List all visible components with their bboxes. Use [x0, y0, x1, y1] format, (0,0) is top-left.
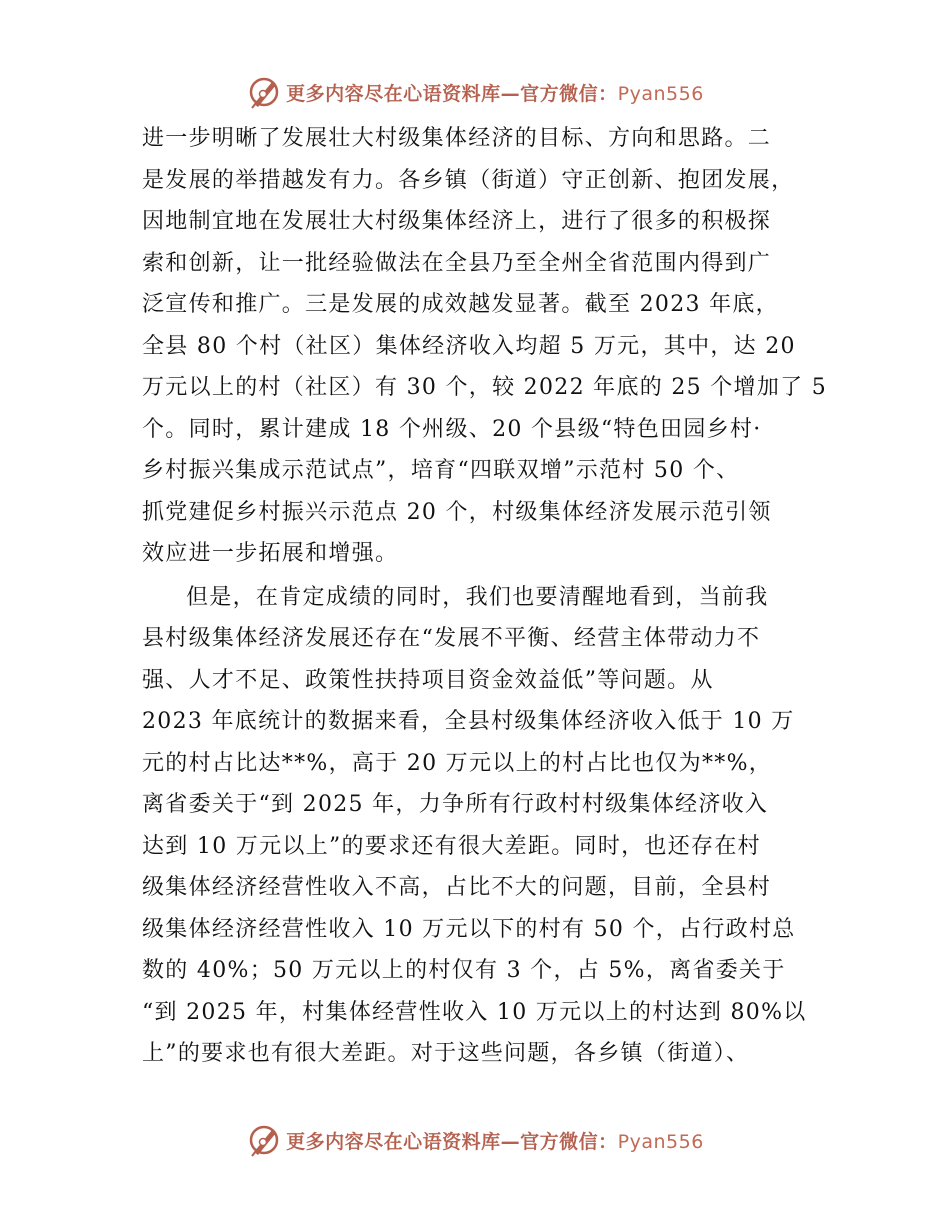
- text-line: 泛宣传和推广。三是发展的成效越发显著。截至 2023 年底，: [142, 292, 779, 317]
- text-line: 上”的要求也有很大差距。对于这些问题，各乡镇（街道）、: [142, 1041, 750, 1066]
- text-line: 离省委关于“到 2025 年，力争所有行政村村级集体经济收入: [142, 792, 769, 817]
- document-body: [142, 118, 828, 1075]
- watermark-text: [286, 1127, 704, 1154]
- text-line: 级集体经济经营性收入不高，占比不大的问题，目前，全县村: [142, 875, 772, 900]
- text-line: 数的 40%；50 万元以上的村仅有 3 个，占 5%，离省委关于: [142, 958, 786, 983]
- text-line: 乡村振兴集成示范试点”，培育“四联双增”示范村 50 个、: [142, 458, 740, 483]
- watermark-group: [246, 74, 704, 110]
- header-watermark: [0, 72, 950, 112]
- text-line: 全县 80 个村（社区）集体经济收入均超 5 万元，其中，达 20: [142, 333, 796, 359]
- pen-logo-icon: [246, 1122, 282, 1158]
- paragraph-2: [142, 577, 812, 1075]
- text-line: 是发展的举措越发有力。各乡镇（街道）守正创新、抱团发展，: [142, 167, 795, 193]
- text-line: 强、人才不足、政策性扶持项目资金效益低”等问题。从: [142, 667, 714, 693]
- text-line: 抓党建促乡村振兴示范点 20 个，村级集体经济发展示范引领: [142, 499, 772, 525]
- text-line: 达到 10 万元以上”的要求还有很大差距。同时，也还存在村: [142, 833, 761, 859]
- watermark-label: 更多内容尽在心语资料库—官方微信：: [286, 82, 618, 105]
- text-line: 进一步明晰了发展壮大村级集体经济的目标、方向和思路。二: [142, 126, 772, 151]
- text-line: 2023 年底统计的数据来看，全县村级集体经济收入低于 10 万: [142, 709, 795, 734]
- text-line: 个。同时，累计建成 18 个州级、20 个县级“特色田园乡村·: [142, 416, 762, 442]
- watermark-group: [246, 1122, 704, 1158]
- watermark-label: 更多内容尽在心语资料库—官方微信：: [286, 1130, 618, 1153]
- footer-watermark: [0, 1120, 950, 1160]
- text-line: “到 2025 年，村集体经营性收入 10 万元以上的村达到 80%以: [142, 999, 807, 1025]
- watermark-text: [286, 79, 704, 106]
- text-line: 效应进一步拓展和增强。: [142, 541, 399, 566]
- text-line: 索和创新，让一批经验做法在全县乃至全州全省范围内得到广: [142, 250, 772, 276]
- text-line: 万元以上的村（社区）有 30 个，较 2022 年底的 25 个增加了 5: [142, 375, 828, 400]
- watermark-wechat-id: Pyan556: [617, 82, 704, 105]
- text-line: 元的村占比达**%，高于 20 万元以上的村占比也仅为**%，: [142, 750, 773, 776]
- text-line-indented: 但是，在肯定成绩的同时，我们也要清醒地看到，当前我: [186, 584, 769, 610]
- watermark-wechat-id: Pyan556: [617, 1130, 704, 1153]
- text-line: 县村级集体经济发展还存在“发展不平衡、经营主体带动力不: [142, 626, 761, 651]
- text-line: 因地制宜地在发展壮大村级集体经济上，进行了很多的积极探: [142, 209, 772, 234]
- pen-logo-icon: [246, 74, 282, 110]
- text-line: 级集体经济经营性收入 10 万元以下的村有 50 个，占行政村总: [142, 916, 796, 942]
- paragraph-1: [142, 118, 828, 575]
